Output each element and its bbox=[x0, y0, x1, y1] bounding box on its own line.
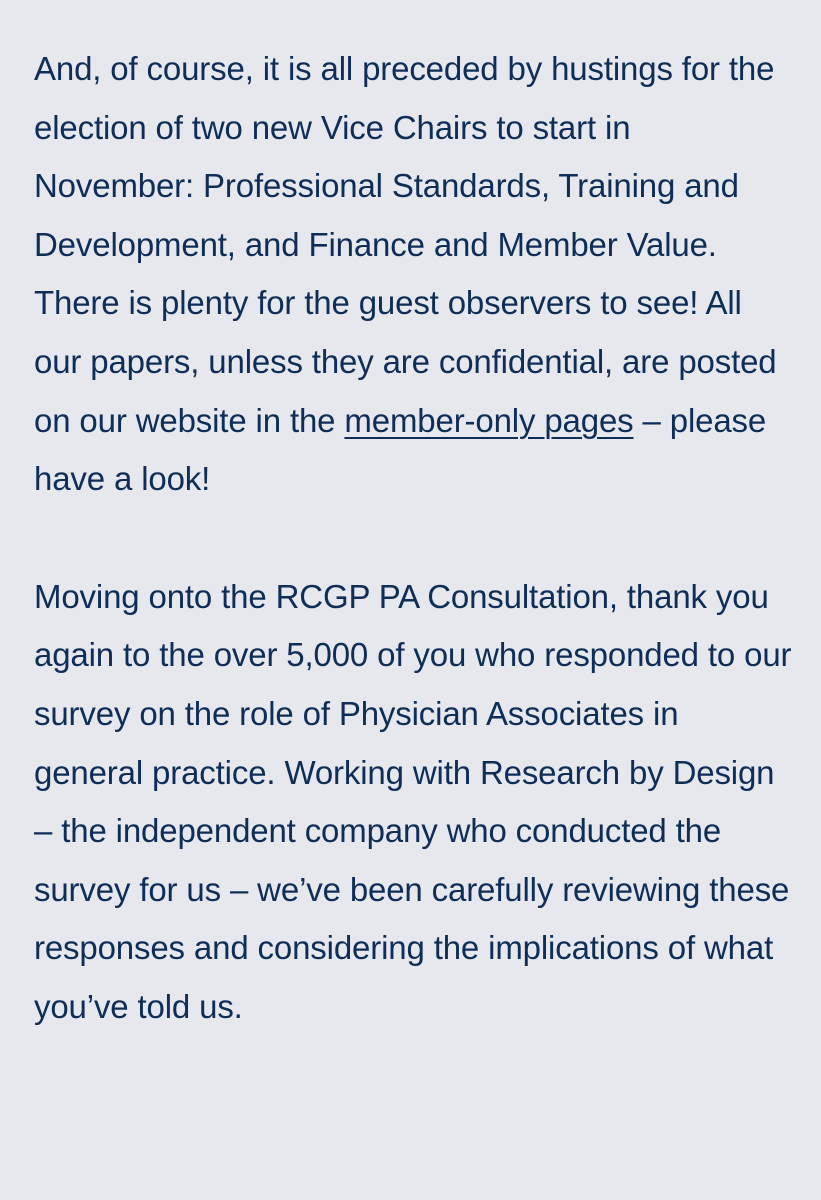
member-only-pages-link[interactable]: member-only pages bbox=[344, 401, 634, 439]
article-body bbox=[34, 40, 794, 1037]
paragraph-hustings-tail: – please have a look! bbox=[34, 401, 767, 498]
paragraph-hustings bbox=[34, 40, 794, 509]
paragraph-consultation: Moving onto the RCGP PA Consultation, thank you again to the over 5,000 of you who responded to our survey on the role of Physician Associates in general practice. Working with Research by Design – the independent company who conducted the survey for us – we’ve been carefully reviewing these responses and considering the implications of what you’ve told us. bbox=[34, 577, 792, 1025]
paragraph-hustings-text: And, of course, it is all preceded by hustings for the election of two new Vice Chairs to start in November: Professional Standards, Training and Development, and Finance and Member Value. There is plenty for the guest observers to see! All our papers, unless they are confidential, are posted on our website in the bbox=[34, 50, 777, 439]
